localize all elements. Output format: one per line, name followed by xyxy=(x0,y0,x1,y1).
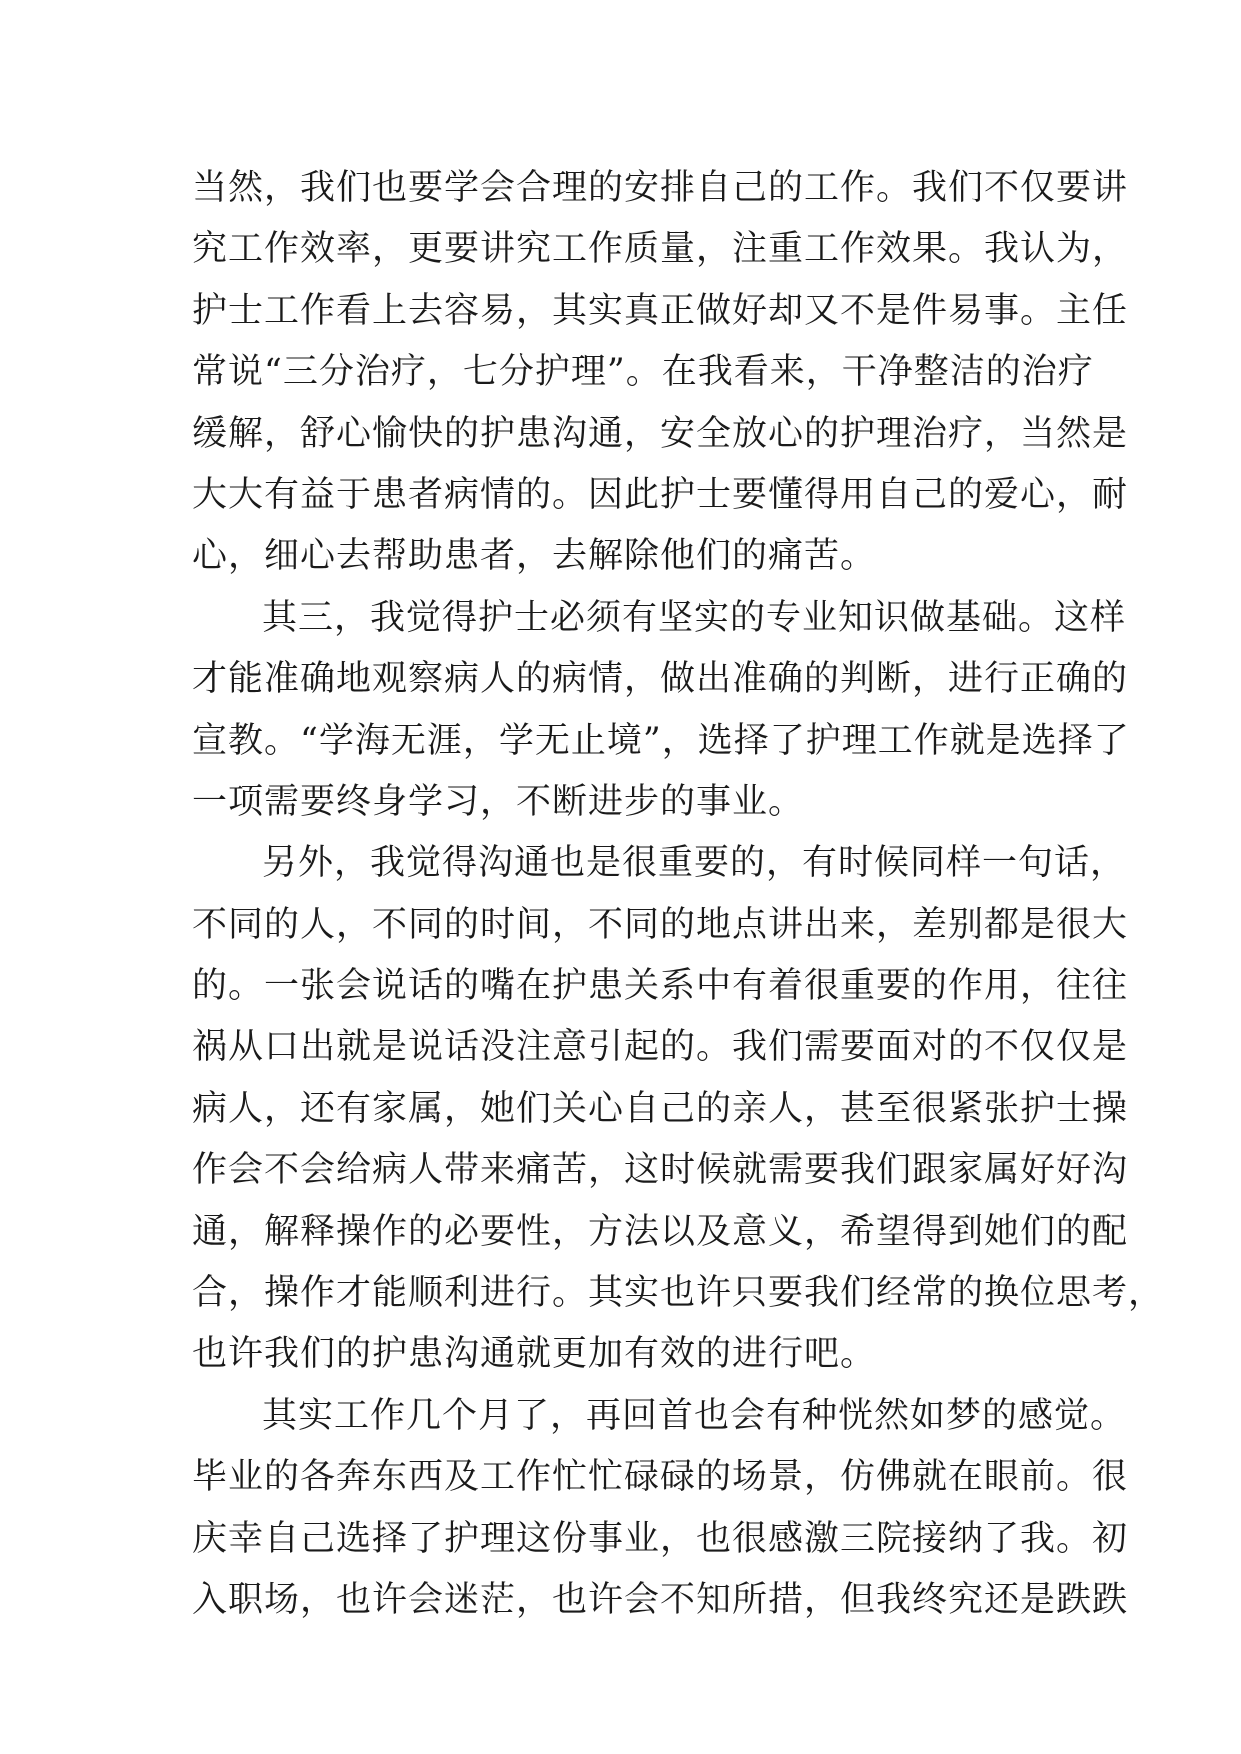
text-line: 通，解释操作的必要性，方法以及意义，希望得到她们的配 xyxy=(192,1211,1129,1252)
text-line: 一项需要终身学习，不断进步的事业。 xyxy=(192,781,805,822)
text-line: 入职场，也许会迷茫，也许会不知所措，但我终究还是跌跌 xyxy=(192,1579,1129,1620)
text-line: 究工作效率，更要讲究工作质量，注重工作效果。我认为， xyxy=(192,229,1129,270)
text-line: 当然，我们也要学会合理的安排自己的工作。我们不仅要讲 xyxy=(192,168,1129,208)
text-line: 缓解，舒心愉快的护患沟通，安全放心的护理治疗，当然是 xyxy=(192,413,1129,454)
paragraph-first-line: 其实工作几个月了，再回首也会有种恍然如梦的感觉。 xyxy=(262,1395,1127,1436)
text-line: 的。一张会说话的嘴在护患关系中有着很重要的作用，往往 xyxy=(192,966,1129,1007)
text-line: 庆幸自己选择了护理这份事业，也很感激三院接纳了我。初 xyxy=(192,1518,1129,1559)
text-line: 病人，还有家属，她们关心自己的亲人，甚至很紧张护士操 xyxy=(192,1088,1129,1129)
text-line: 大大有益于患者病情的。因此护士要懂得用自己的爱心，耐 xyxy=(192,474,1129,515)
paragraph-first-line: 其三，我觉得护士必须有坚实的专业知识做基础。这样 xyxy=(262,597,1127,638)
text-line: 常说“三分治疗，七分护理”。在我看来，干净整洁的治疗 xyxy=(192,352,1094,393)
text-line: 才能准确地观察病人的病情，做出准确的判断，进行正确的 xyxy=(192,659,1129,700)
text-line: 合，操作才能顺利进行。其实也许只要我们经常的换位思考， xyxy=(192,1273,1165,1314)
paragraph-first-line: 另外，我觉得沟通也是很重要的，有时候同样一句话， xyxy=(262,843,1127,884)
text-line: 宣教。“学海无涯，学无止境”，选择了护理工作就是选择了 xyxy=(192,720,1130,761)
text-line: 不同的人，不同的时间，不同的地点讲出来，差别都是很大 xyxy=(192,904,1129,945)
text-line: 也许我们的护患沟通就更加有效的进行吧。 xyxy=(192,1334,877,1375)
text-line: 心，细心去帮助患者，去解除他们的痛苦。 xyxy=(192,536,877,577)
body-text xyxy=(192,158,1165,1631)
text-line: 护士工作看上去容易，其实真正做好却又不是件易事。主任 xyxy=(192,290,1129,331)
text-line: 作会不会给病人带来痛苦，这时候就需要我们跟家属好好沟 xyxy=(192,1150,1129,1191)
text-line: 毕业的各奔东西及工作忙忙碌碌的场景，仿佛就在眼前。很 xyxy=(192,1457,1129,1498)
text-line: 祸从口出就是说话没注意引起的。我们需要面对的不仅仅是 xyxy=(192,1027,1129,1068)
